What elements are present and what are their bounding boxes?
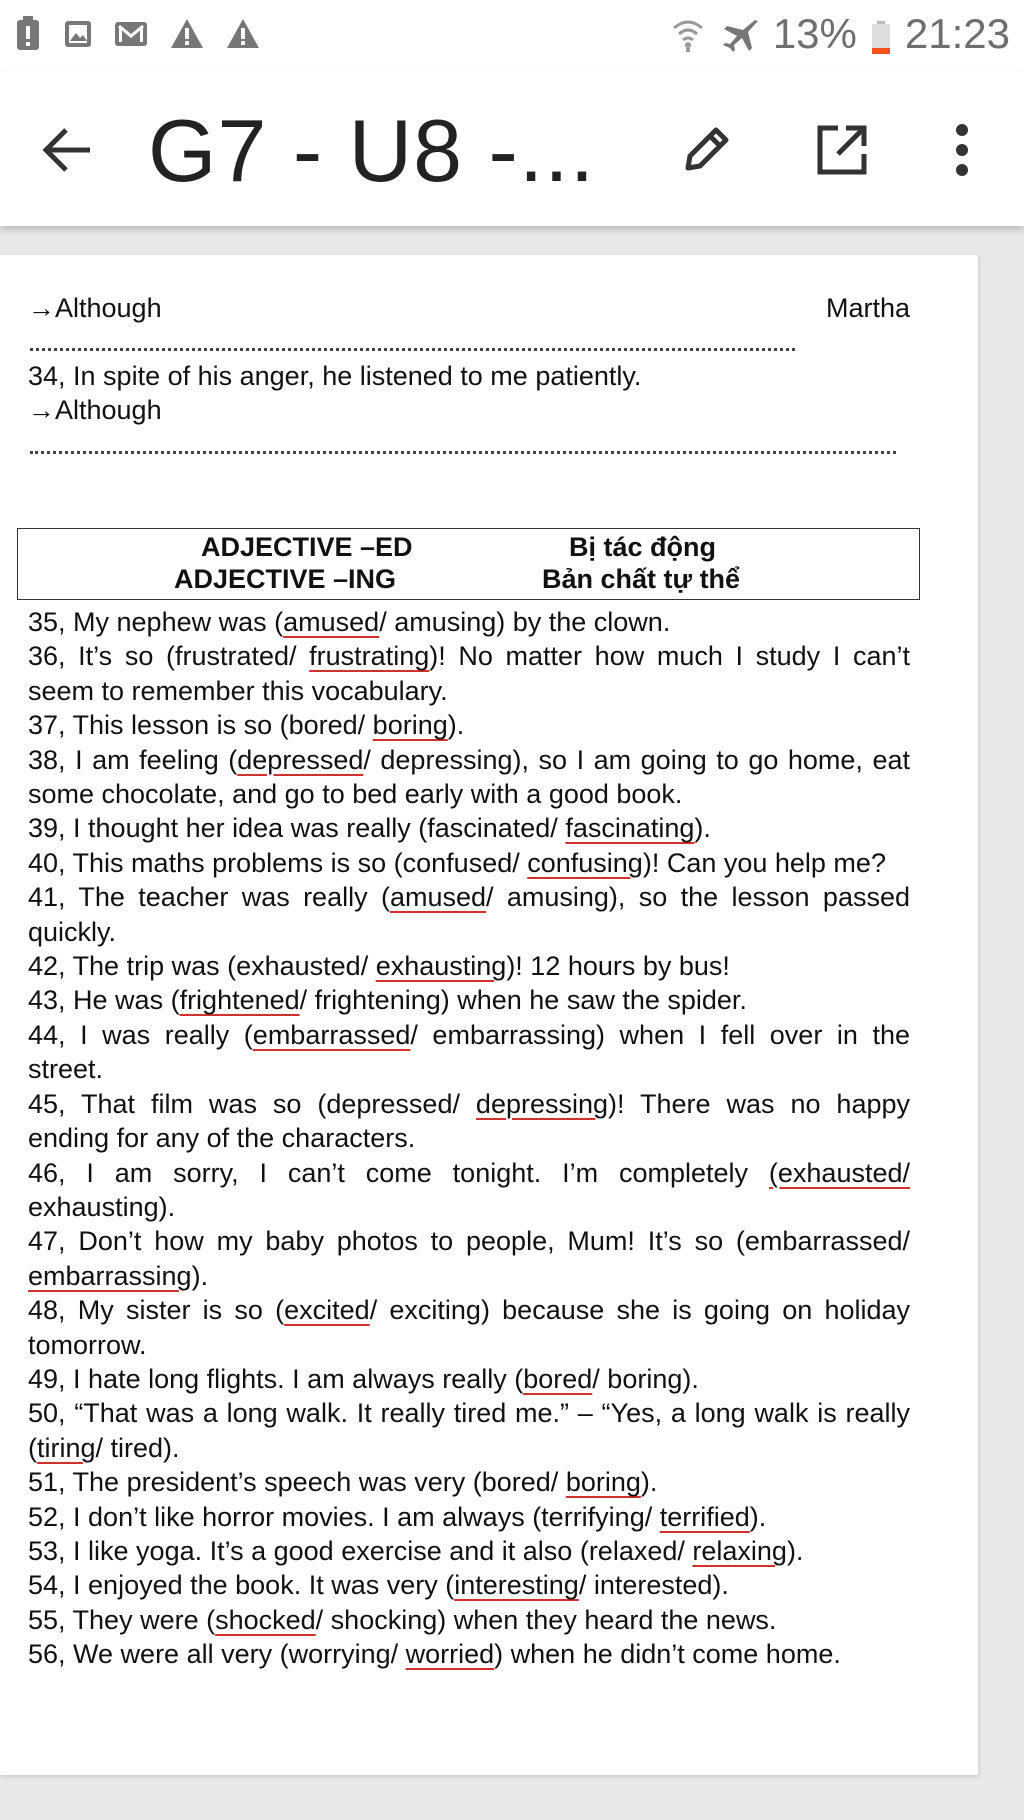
open-in-new-icon[interactable] (812, 120, 872, 180)
question-item (28, 983, 910, 1017)
underlined-answer: embarrassed (252, 1019, 411, 1050)
clock: 21:23 (904, 10, 1010, 57)
question-item (28, 1568, 910, 1602)
question-text-before: 46, I am sorry, I can’t come tonight. I’m completely (28, 1157, 769, 1188)
question-text-after: / boring). (592, 1363, 699, 1394)
rule-ing-label: ADJECTIVE –ING (174, 564, 397, 594)
question-item (28, 1362, 910, 1396)
airplane-icon (719, 14, 759, 54)
question-text-after: exhausting). (28, 1191, 176, 1222)
battery-alert-icon (14, 16, 42, 52)
question-text-before: 39, I thought her idea was really (fascinated/ (28, 813, 566, 844)
rule-ed-label: ADJECTIVE –ED (201, 532, 413, 562)
although-line-1: →Although (28, 293, 162, 323)
more-vert-icon[interactable] (944, 120, 980, 180)
pencil-icon[interactable] (676, 120, 736, 180)
underlined-answer: depressing (475, 1088, 609, 1119)
question-item (28, 846, 910, 880)
underlined-answer: excited (284, 1295, 370, 1326)
underlined-answer: shocked (215, 1604, 316, 1635)
warning-icon (226, 16, 260, 52)
underlined-answer: boring (372, 710, 448, 741)
question-text-after: / depressing), so I am going to go home, eat some chocolate, and go to bed early with a good book. (28, 744, 911, 810)
question-text-after: ) when he didn’t come home. (494, 1639, 841, 1670)
underlined-answer: amused (283, 607, 380, 637)
app-bar (0, 72, 1024, 226)
question-text-after: ). (694, 813, 711, 844)
question-item (28, 1465, 910, 1499)
question-item (28, 708, 910, 742)
underlined-answer: bored (523, 1363, 593, 1394)
question-text-after: / embarrassing) when I fell over in the street. (28, 1019, 910, 1085)
wifi-icon (671, 14, 705, 54)
underlined-answer: confusing (527, 847, 643, 878)
question-text-after: ). (749, 1501, 767, 1532)
battery-percent: 13% (772, 10, 857, 57)
question-text-before: 45, That film was so (depressed/ (28, 1088, 476, 1119)
underlined-answer: relaxing (692, 1535, 787, 1566)
question-text-before: 35, My nephew was ( (28, 607, 284, 637)
question-text-before: 47, Don’t how my baby photos to people, Mum! It’s so (embarrassed/ (28, 1226, 910, 1257)
rule-ed-meaning: Bị tác động (569, 532, 716, 562)
question-item (28, 1396, 910, 1465)
underlined-answer: frightened (179, 985, 300, 1016)
question-text-after: / interested). (578, 1570, 729, 1601)
underlined-answer: amused (389, 882, 486, 913)
question-item (28, 949, 910, 983)
question-text-before: 41, The teacher was really ( (28, 882, 390, 913)
question-text-after: )! 12 hours by bus! (506, 951, 730, 982)
notification-icons (14, 16, 260, 52)
question-text-before: 52, I don’t like horror movies. I am always (terrifying/ (28, 1501, 660, 1532)
image-icon (64, 16, 92, 52)
question-text-before: 53, I like yoga. It’s a good exercise and it also (relaxed/ (28, 1535, 693, 1566)
question-text-before: 54, I enjoyed the book. It was very ( (28, 1570, 455, 1601)
underlined-answer: worried (405, 1639, 495, 1670)
underlined-answer: embarrassing (28, 1260, 192, 1291)
underlined-answer: fascinating (565, 813, 695, 844)
question-text-before: 50, “That was a long walk. It really tired me.” – “Yes, a long walk is really ( (28, 1398, 910, 1463)
question-item (28, 1293, 910, 1362)
question-item (28, 1603, 910, 1637)
question-list (28, 605, 910, 1672)
question-text-before: 44, I was really ( (28, 1019, 253, 1050)
underlined-answer: interesting (454, 1570, 579, 1601)
question-text-after: )! No matter how much I study I can’t seem to remember this vocabulary. (28, 641, 910, 706)
question-text-after: / amusing), so the lesson passed quickly. (28, 882, 910, 947)
question-text-before: 49, I hate long flights. I am always really ( (28, 1363, 524, 1394)
question-item (28, 1637, 910, 1671)
question-item (28, 1224, 910, 1293)
question-item (28, 605, 910, 639)
status-indicators (671, 10, 1010, 58)
question-text-after: )! Can you help me? (642, 847, 886, 878)
question-item (28, 811, 910, 845)
question-text-after: ). (447, 710, 465, 741)
question-text-before: 48, My sister is so ( (28, 1295, 285, 1326)
question-item (28, 880, 910, 949)
question-text-after: )! There was no happy ending for any of the characters. (28, 1088, 910, 1154)
question-text-after: / shocking) when they heard the news. (315, 1604, 777, 1635)
underlined-answer: (exhausted/ (768, 1157, 910, 1188)
underlined-answer: terrified (659, 1501, 750, 1532)
question-item (28, 1087, 910, 1156)
although-line-2: →Although (28, 395, 162, 425)
underlined-answer: depressed (237, 744, 364, 775)
question-text-before: 36, It’s so (frustrated/ (28, 641, 310, 672)
question-text-before: 37, This lesson is so (bored/ (28, 710, 373, 741)
adjective-rule-box (17, 528, 920, 600)
martha-text: Martha (825, 293, 910, 323)
question-text-before: 51, The president’s speech was very (bored/ (28, 1467, 566, 1498)
document-page[interactable] (0, 255, 978, 1775)
question-text-after: / frightening) when he saw the spider. (299, 985, 747, 1016)
gmail-icon (114, 16, 148, 52)
question-text-before: 42, The trip was (exhausted/ (28, 951, 376, 982)
question-item (28, 1500, 910, 1534)
question-text-before: 40, This maths problems is so (confused/ (28, 847, 528, 878)
question-item (28, 743, 910, 812)
question-item (28, 639, 910, 708)
status-bar (0, 0, 1024, 72)
document-title: G7 - U8 -... (148, 101, 596, 200)
rule-ing-meaning: Bản chất tự thể (542, 564, 741, 594)
question-text-after: / tired). (95, 1432, 180, 1463)
question-item (28, 1156, 910, 1225)
question-text-before: 56, We were all very (worrying/ (28, 1639, 406, 1670)
answer-dotted-line (30, 451, 896, 454)
question-text-before: 38, I am feeling ( (28, 744, 238, 775)
warning-icon (170, 16, 204, 52)
question-text-before: 55, They were ( (28, 1604, 216, 1635)
underlined-answer: tiring (37, 1432, 96, 1463)
question-text-after: / exciting) because she is going on holiday tomorrow. (28, 1295, 911, 1360)
underlined-answer: exhausting (375, 951, 507, 982)
question-item (28, 1534, 910, 1568)
question-text-before: 43, He was ( (28, 985, 180, 1016)
answer-dotted-line (30, 348, 795, 351)
question-text-after: ). (640, 1467, 658, 1498)
underlined-answer: boring (565, 1467, 641, 1498)
question-text-after: ). (191, 1260, 209, 1291)
question-34: 34, In spite of his anger, he listened to me patiently. (28, 361, 642, 391)
battery-icon (871, 17, 891, 51)
underlined-answer: frustrating (309, 641, 430, 672)
question-item (28, 1018, 910, 1087)
arrow-back-icon[interactable] (38, 120, 98, 180)
question-text-after: ). (786, 1535, 804, 1566)
question-text-after: / amusing) by the clown. (379, 607, 671, 637)
